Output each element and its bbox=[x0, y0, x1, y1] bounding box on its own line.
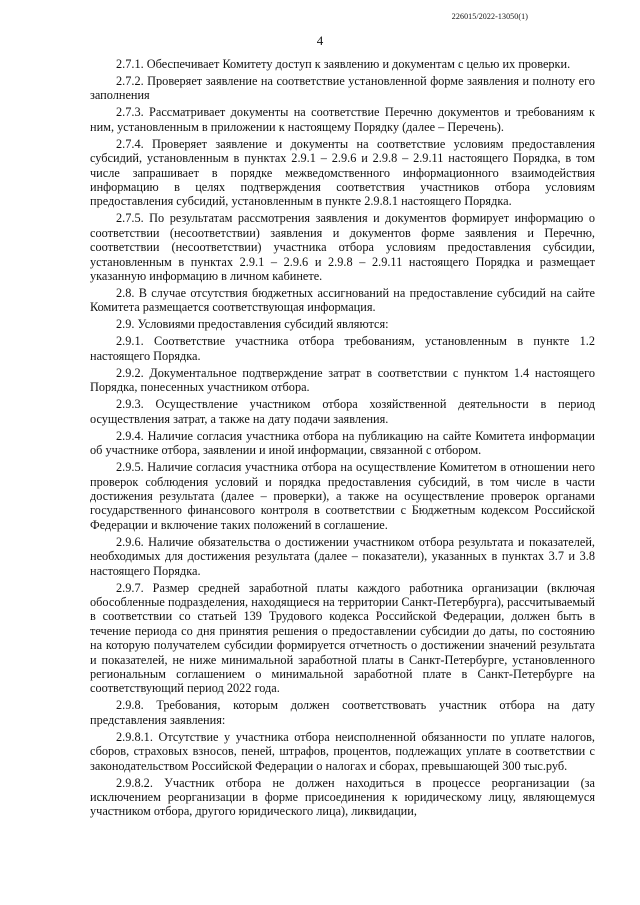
paragraph-2-7-1: 2.7.1. Обеспечивает Комитету доступ к заявлению и документам с целью их проверки. bbox=[116, 57, 571, 71]
paragraph-2-9-8: 2.9.8. Требования, которым должен соответствовать участник отбора на дату представления заявления: bbox=[90, 698, 595, 727]
paragraph-2-9: 2.9. Условиями предоставления субсидий являются: bbox=[116, 317, 389, 332]
paragraph-2-9-5: 2.9.5. Наличие согласия участника отбора на осуществление Комитетом в отношении него проверок соблюдения условий и порядка предоставления субсидий, в том числе в части достижения результата (далее – проверки), а также на осуществление проверок органами государственного финансового контроля в соответствии с Бюджетным кодексом Российской Федерации и включение таких положений в соглашение. bbox=[90, 460, 595, 532]
document-body bbox=[90, 57, 595, 821]
paragraph-2-9-8-1: 2.9.8.1. Отсутствие у участника отбора неисполненной обязанности по уплате налогов, сборов, страховых взносов, пеней, штрафов, процентов, подлежащих уплате в соответствии с законодательством Российской Федерации о налогах и сборах, превышающей 300 тыс.руб. bbox=[90, 729, 595, 773]
paragraph-2-7-2: 2.7.2. Проверяет заявление на соответствие установленной форме заявления и полноту его заполнения bbox=[90, 74, 595, 103]
paragraph-2-7-5: 2.7.5. По результатам рассмотрения заявления и документов формирует информацию о соответствии (несоответствии) заявления и документов форме заявления и Перечню, соответствии (несоответствии) участника отбора условиям предоставления субсидии, установленным в пунктах 2.9.1 – 2.9.6 и 2.9.8 – 2.9.11 настоящего Порядка и размещает указанную информацию в личном кабинете. bbox=[90, 211, 595, 284]
paragraph-2-9-8-2: 2.9.8.2. Участник отбора не должен находиться в процессе реорганизации (за исключением реорганизации в форме присоединения к юридическому лицу, являющемуся участником отбора, другого юридического лица), ликвидации, bbox=[90, 775, 595, 819]
document-id: 226015/2022-13050(1) bbox=[451, 12, 528, 21]
paragraph-2-9-7: 2.9.7. Размер средней заработной платы каждого работника организации (включая обособленные подразделения, находящиеся на территории Санкт-Петербурга), рассчитываемый в соответствии со статьей 139 Трудового кодекса Российской Федерации, должен быть в течение периода со дня принятия решения о предоставлении субсидии до даты, по состоянию на которую получателем субсидии формируется отчетность о достижении значений результата и показателей, не ниже минимальной заработной платы в Санкт-Петербурге, установленного региональным соглашением о минимальной заработной плате в Санкт-Петербурге на соответствующий период 2022 года. bbox=[90, 580, 595, 696]
paragraph-2-9-3: 2.9.3. Осуществление участником отбора хозяйственной деятельности в период осуществления затрат, а также на дату подачи заявления. bbox=[90, 397, 595, 426]
paragraph-2-9-2: 2.9.2. Документальное подтверждение затрат в соответствии с пунктом 1.4 настоящего Порядка, понесенных участником отбора. bbox=[90, 365, 595, 395]
paragraph-2-8: 2.8. В случае отсутствия бюджетных ассигнований на предоставление субсидий на сайте Комитета размещается соответствующая информация. bbox=[90, 286, 595, 315]
paragraph-2-7-3: 2.7.3. Рассматривает документы на соответствие Перечню документов и требованиям к ним, установленным в приложении к настоящему Порядку (далее – Перечень). bbox=[90, 105, 595, 134]
paragraph-2-7-4: 2.7.4. Проверяет заявление и документы на соответствие условиям предоставления субсидий, установленным в пунктах 2.9.1 – 2.9.6 и 2.9.8 – 2.9.11 настоящего Порядка, в том числе запрашивает в порядке межведомственного информационного взаимодействия информацию в целях подтверждения соответствия участников отбора условиям предоставления субсидий, установленным в пункте 2.9.8.1 настоящего Порядка. bbox=[90, 136, 595, 209]
page-number: 4 bbox=[316, 33, 324, 48]
paragraph-2-9-1: 2.9.1. Соответствие участника отбора требованиям, установленным в пункте 1.2 настоящего Порядка. bbox=[90, 334, 595, 363]
paragraph-2-9-4: 2.9.4. Наличие согласия участника отбора на публикацию на сайте Комитета информации об участнике отбора, заявлении и иной информации, связанной с отбором. bbox=[90, 428, 595, 458]
paragraph-2-9-6: 2.9.6. Наличие обязательства о достижении участником отбора результата и показателей, необходимых для достижения результата (далее – показатели), указанных в пунктах 3.7 и 3.8 настоящего Порядка. bbox=[90, 534, 595, 578]
